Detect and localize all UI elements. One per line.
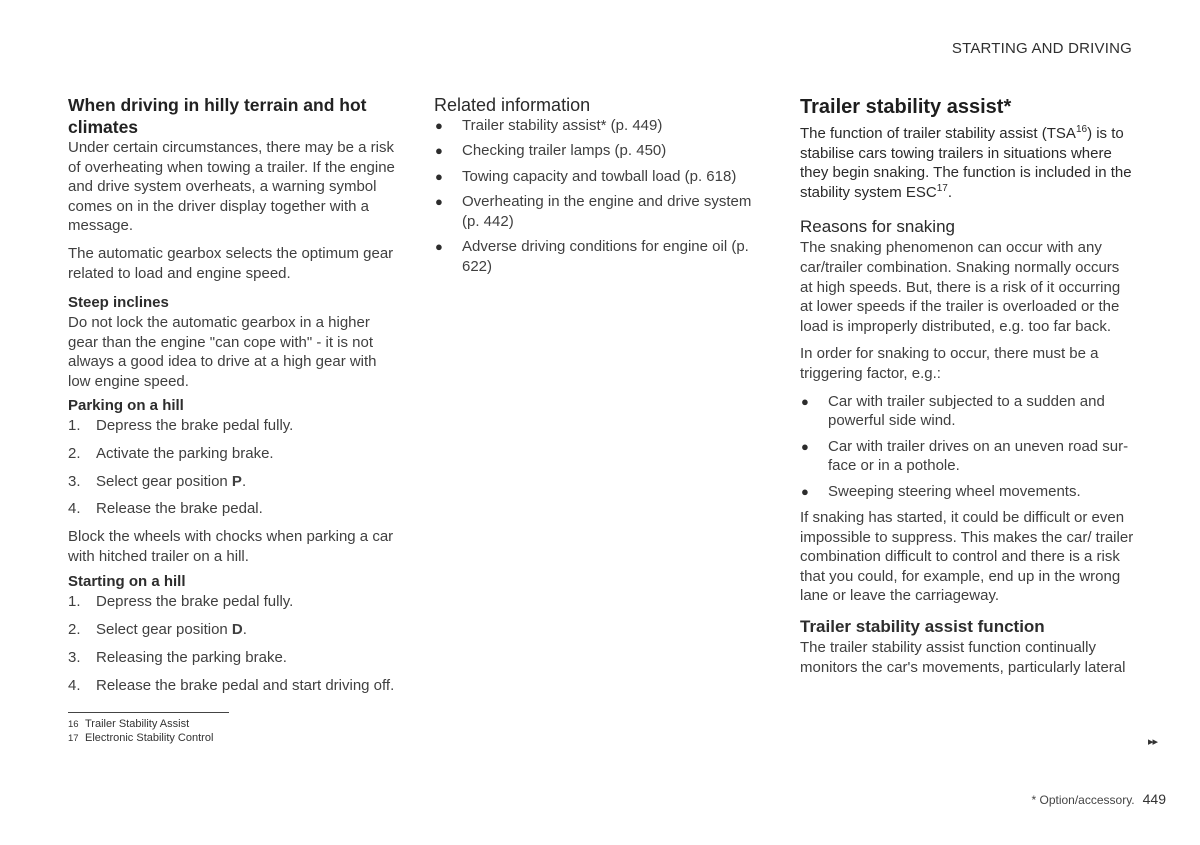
footnote-divider <box>68 712 229 713</box>
starting-step: 1. Depress the brake pedal fully. <box>68 592 294 610</box>
bullet-icon: ● <box>435 239 443 255</box>
subheading-steep-inclines: Steep inclines <box>68 294 169 312</box>
bullet-icon: ● <box>435 118 443 133</box>
column-related-information <box>434 94 769 283</box>
footnote-ref-16: 16 <box>1075 124 1088 135</box>
snaking-causes-list <box>800 392 1135 502</box>
column-trailer-stability <box>800 94 1135 685</box>
snaking-cause: ● Car with trailer subjected to a sudden and powerful side wind. <box>801 392 1105 430</box>
footnote-ref-17: 17 <box>936 182 948 194</box>
heading-related-information: Related information <box>434 95 591 115</box>
gear-p: P <box>231 472 242 490</box>
heading-tsa-function: Trailer stability assist function <box>800 617 1045 637</box>
starting-steps-list <box>68 592 403 696</box>
related-link[interactable]: ● Overheating in the engine and drive system (p. 442) <box>435 193 752 230</box>
snaking-cause: ● Sweeping steering wheel movements. <box>801 482 1081 500</box>
related-link[interactable]: ● Checking trailer lamps (p. 450) <box>435 142 667 160</box>
starting-step: 3. Releasing the parking brake. <box>68 648 287 666</box>
starting-step: 4. Release the brake pedal and start driving off. <box>68 676 395 694</box>
page-number: 449 <box>1142 791 1166 807</box>
parking-steps-list <box>68 416 403 520</box>
paragraph-triggering-factor: In order for snaking to occur, there must be a triggering factor, e.g.: <box>800 345 1099 382</box>
bullet-icon: ● <box>435 168 443 184</box>
bullet-icon: ● <box>435 194 443 210</box>
column-hilly-terrain <box>68 94 403 704</box>
paragraph-intro: The function of trailer stability assist (TSA$^{16}$) is to stabilise cars towing trailers in situations where they begin snaking. The function is included in the stability system ESC$^{17}$. <box>800 124 1132 201</box>
paragraph-steep-inclines: Do not lock the automatic gearbox in a higher gear than the engine "can cope with" - it is not always a good idea to drive at a high gear with low engine speed. <box>68 314 377 390</box>
paragraph-chocks: Block the wheels with chocks when parking a car with hitched trailer on a hill. <box>68 528 394 566</box>
option-accessory-note: * Option/accessory. <box>1031 793 1135 807</box>
paragraph-overheating: Under certain circumstances, there may be a risk of overheating when towing a trailer. If the engine and drive system overheats, a warning symbol comes on in the driver display together with a message. <box>68 139 395 235</box>
footnote-16: 16 Trailer Stability Assist <box>68 718 190 730</box>
related-links-list <box>434 116 769 276</box>
bullet-icon: ● <box>801 483 809 499</box>
heading-hilly-terrain: When driving in hilly terrain and hot climates <box>68 95 367 137</box>
paragraph-snaking-started: If snaking has started, it could be difficult or even impossible to suppress. This makes the car/ trailer combination difficult to control and there is a risk that you could, for example, end up in the wrong lane or leave the carriageway. <box>800 509 1134 605</box>
related-link[interactable]: ● Towing capacity and towball load (p. 618) <box>435 167 737 185</box>
bullet-icon: ● <box>801 438 809 454</box>
page-footer <box>1031 791 1166 807</box>
subheading-parking-on-hill: Parking on a hill <box>68 396 184 414</box>
related-link[interactable]: ● Adverse driving conditions for engine oil (p. 622) <box>435 238 749 275</box>
heading-reasons-for-snaking: Reasons for snaking <box>800 217 955 237</box>
subheading-starting-on-hill: Starting on a hill <box>68 572 186 590</box>
continued-arrow-icon: ▸▸ <box>1148 736 1158 748</box>
section-header: STARTING AND DRIVING <box>951 40 1132 57</box>
paragraph-snaking-phenomenon: The snaking phenomenon can occur with any car/trailer combination. Snaking normally occurs at high speeds. But, there is a risk of it occurring at lower speeds if the trailer is overloaded or the load is improperly distributed, e.g. too far back. <box>800 239 1121 335</box>
bullet-icon: ● <box>435 143 443 159</box>
paragraph-tsa-function: The trailer stability assist function continually monitors the car's movements, particularly lateral <box>800 639 1126 676</box>
parking-step: 2. Activate the parking brake. <box>68 444 274 462</box>
bullet-icon: ● <box>801 393 809 409</box>
related-link[interactable]: ● Trailer stability assist* (p. 449) <box>435 117 663 134</box>
snaking-cause: ● Car with trailer drives on an uneven road sur-face or in a pothole. <box>801 437 1129 475</box>
gear-d: D <box>231 620 243 638</box>
paragraph-gearbox: The automatic gearbox selects the optimum gear related to load and engine speed. <box>68 244 394 282</box>
parking-step: 4. Release the brake pedal. <box>68 500 263 518</box>
footnote-17: 17 Electronic Stability Control <box>68 732 214 744</box>
parking-step: 1. Depress the brake pedal fully. <box>68 416 294 434</box>
title-trailer-stability-assist: Trailer stability assist* <box>800 96 1012 118</box>
parking-step: 3. Select gear position P. <box>68 472 247 490</box>
starting-step: 2. Select gear position D. <box>68 620 247 638</box>
